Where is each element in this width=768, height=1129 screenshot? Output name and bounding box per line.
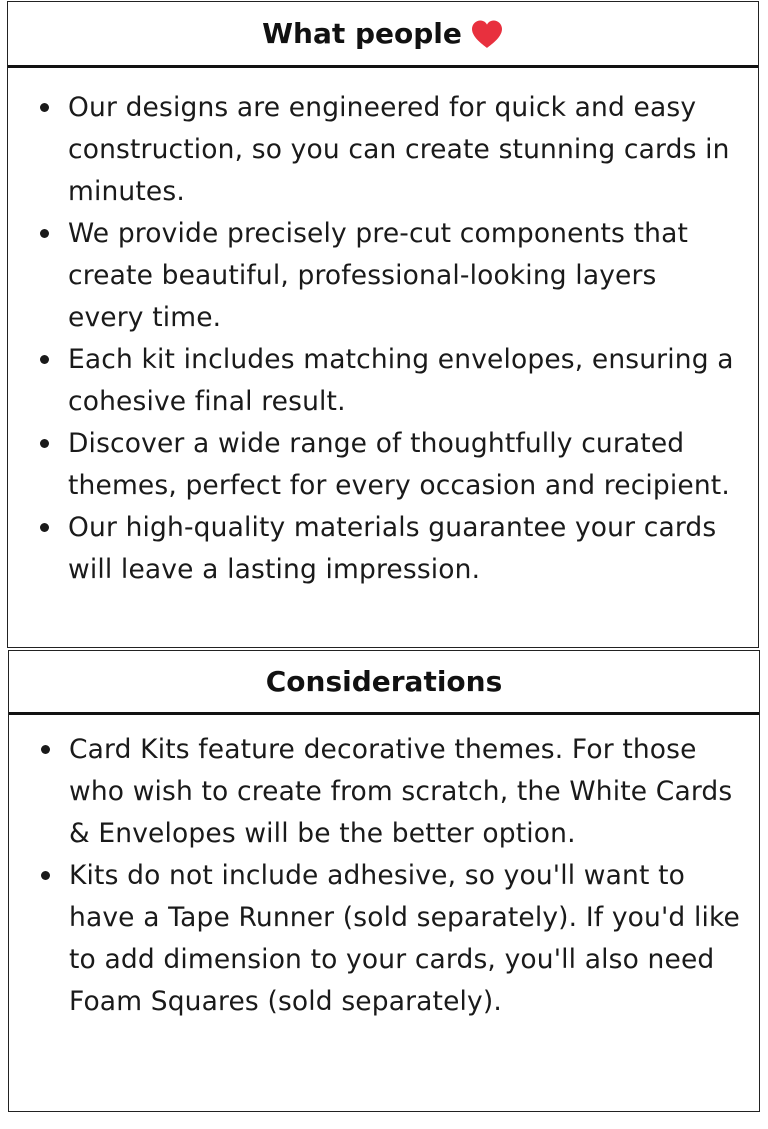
considerations-list xyxy=(37,729,741,1023)
what-people-love-body xyxy=(8,68,758,591)
list-item-text: Kits do not include adhesive, so you'll want to have a Tape Runner (sold separately). If you'd like to add dimension to your cards, you'll also need Foam Squares (sold separately). xyxy=(69,860,740,1017)
list-item xyxy=(36,507,740,591)
list-item xyxy=(36,213,740,339)
bullet-icon xyxy=(40,523,49,532)
bullet-icon xyxy=(41,871,50,880)
list-item-text: We provide precisely pre-cut components that create beautiful, professional-looking layers every time. xyxy=(68,218,689,333)
list-item-text: Our designs are engineered for quick and easy construction, so you can create stunning cards in minutes. xyxy=(68,92,730,207)
considerations-header xyxy=(9,651,759,715)
list-item xyxy=(36,339,740,423)
considerations-body xyxy=(9,715,759,1023)
list-item xyxy=(37,729,741,855)
list-item-text: Discover a wide range of thoughtfully curated themes, perfect for every occasion and recipient. xyxy=(68,428,730,501)
heart-shape xyxy=(472,20,502,48)
bullet-icon xyxy=(41,745,50,754)
considerations-section xyxy=(8,650,760,1112)
list-item-text: Our high-quality materials guarantee your cards will leave a lasting impression. xyxy=(68,512,717,585)
bullet-icon xyxy=(40,229,49,238)
list-item-text: Card Kits feature decorative themes. For those who wish to create from scratch, the White Cards & Envelopes will be the better option. xyxy=(69,734,733,849)
what-people-love-list xyxy=(36,87,740,591)
bullet-icon xyxy=(40,103,49,112)
list-item xyxy=(37,855,741,1023)
list-item xyxy=(36,423,740,507)
what-people-love-title: What people xyxy=(262,17,462,50)
list-item-text: Each kit includes matching envelopes, ensuring a cohesive final result. xyxy=(68,344,734,417)
heart-icon xyxy=(470,19,504,49)
what-people-love-section xyxy=(7,1,759,648)
list-item xyxy=(36,87,740,213)
bullet-icon xyxy=(40,439,49,448)
what-people-love-header xyxy=(8,2,758,68)
bullet-icon xyxy=(40,355,49,364)
considerations-title: Considerations xyxy=(265,665,503,698)
